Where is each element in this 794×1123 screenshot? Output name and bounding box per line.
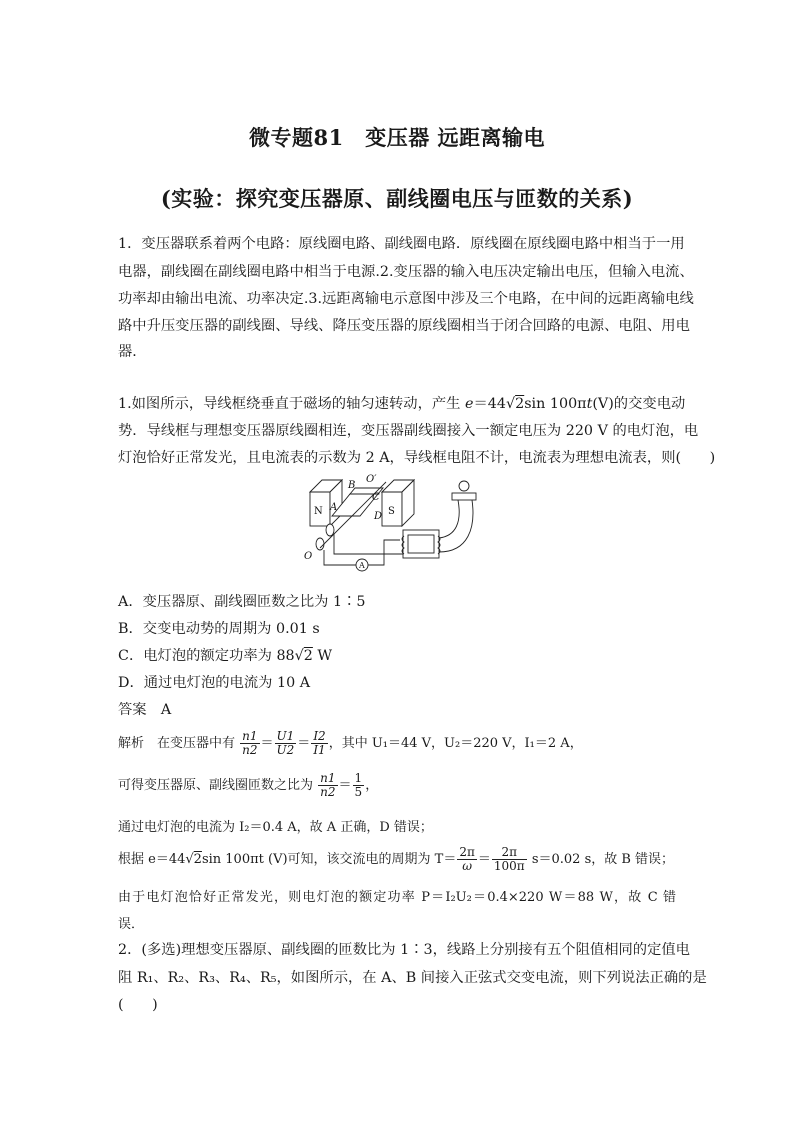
option-b: B．交变电动势的周期为 0.01 s <box>118 621 320 637</box>
figure-label-a: A <box>330 502 338 513</box>
figure-label-o: O <box>304 551 313 562</box>
explanation-line2: 可得变压器原、副线圈匝数之比为 $\frac{n1}{n2}$ ＝ $\frac{1}{5}$ ， <box>118 771 379 800</box>
intro-line: 路中升压变压器的副线圈、导线、降压变压器的原线圈相当于闭合回路的电源、电阻、用电 <box>118 318 690 334</box>
option-c: C．电灯泡的额定功率为 88√2 W <box>118 648 333 664</box>
intro-line: 器． <box>118 344 147 360</box>
q2-line3: ( ) <box>118 997 158 1013</box>
figure-label-d: D <box>374 511 383 522</box>
q1-line2: 势．导线框与理想变压器原线圈相连，变压器副线圈接入一额定电压为 220 V 的电灯泡，电 <box>118 423 699 439</box>
q1-line3: 灯泡恰好正常发光，且电流表的示数为 2 A，导线框电阻不计，电流表为理想电流表，则( ) <box>118 450 716 466</box>
explanation-line1: 解析 在变压器中有 $\frac{n1}{n2}$ ＝ $\frac{U1}{U2}$ ＝ $\frac{I2}{I1}$ ，其中 U₁＝44 V，U₂＝220 V，I₁＝2 A， <box>118 729 583 758</box>
intro-line: 功率却由输出电流、功率决定.3.远距离输电示意图中涉及三个电路，在中间的远距离输电线 <box>118 291 694 307</box>
explanation-line4: 根据 e＝44√2sin 100πt (V)可知，该交流电的周期为 T＝ $\frac{2\pi}{\omega}$ ＝ $\frac{2\pi}{100\pi}$ s＝0.02 s，故 B 错误； <box>118 845 675 874</box>
figure-label-s: S <box>388 506 395 517</box>
q2-line2: 阻 R₁、R₂、R₃、R₄、R₅，如图所示，在 A、B 间接入正弦式交变电流，则下列说法正确的是 <box>118 970 707 986</box>
answer: 答案 A <box>118 702 172 718</box>
figure-label-c: C <box>372 492 380 503</box>
page-title: 微专题81 变压器 远距离输电 <box>248 125 546 150</box>
figure-label-o-prime: O′ <box>366 474 377 485</box>
option-a: A．变压器原、副线圈匝数之比为 1∶5 <box>118 594 366 610</box>
sqrt-symbol: √ <box>505 396 516 412</box>
intro-line: 电器，副线圈在副线圈电路中相当于电源.2.变压器的输入电压决定输出电压，但输入电流、 <box>118 264 694 280</box>
q1-line1: 1.如图所示，导线框绕垂直于磁场的轴匀速转动，产生 e＝44√2sin 100πt(V)的交变电动 <box>118 396 686 412</box>
figure-label-b: B <box>348 480 356 491</box>
generator-transformer-figure <box>300 474 490 576</box>
ammeter-symbol: A <box>359 561 365 570</box>
option-d: D．通过电灯泡的电流为 10 A <box>118 675 311 691</box>
explanation-line3: 通过电灯泡的电流为 I₂＝0.4 A，故 A 正确，D 错误； <box>118 820 433 835</box>
intro-line: 1．变压器联系着两个电路：原线圈电路、副线圈电路．原线圈在原线圈电路中相当于一用 <box>118 236 685 252</box>
explanation-line5: 由于电灯泡恰好正常发光，则电灯泡的额定功率 P＝I₂U₂＝0.4×220 W＝88 W，故 C 错 <box>118 890 676 905</box>
figure-label-n: N <box>314 506 323 517</box>
q2-line1: 2．(多选)理想变压器原、副线圈的匝数比为 1∶3，线路上分别接有五个阻值相同的定值电 <box>118 942 690 958</box>
page-subtitle: (实验：探究变压器原、副线圈电压与匝数的关系) <box>160 186 634 211</box>
explanation-line6: 误． <box>118 917 145 932</box>
